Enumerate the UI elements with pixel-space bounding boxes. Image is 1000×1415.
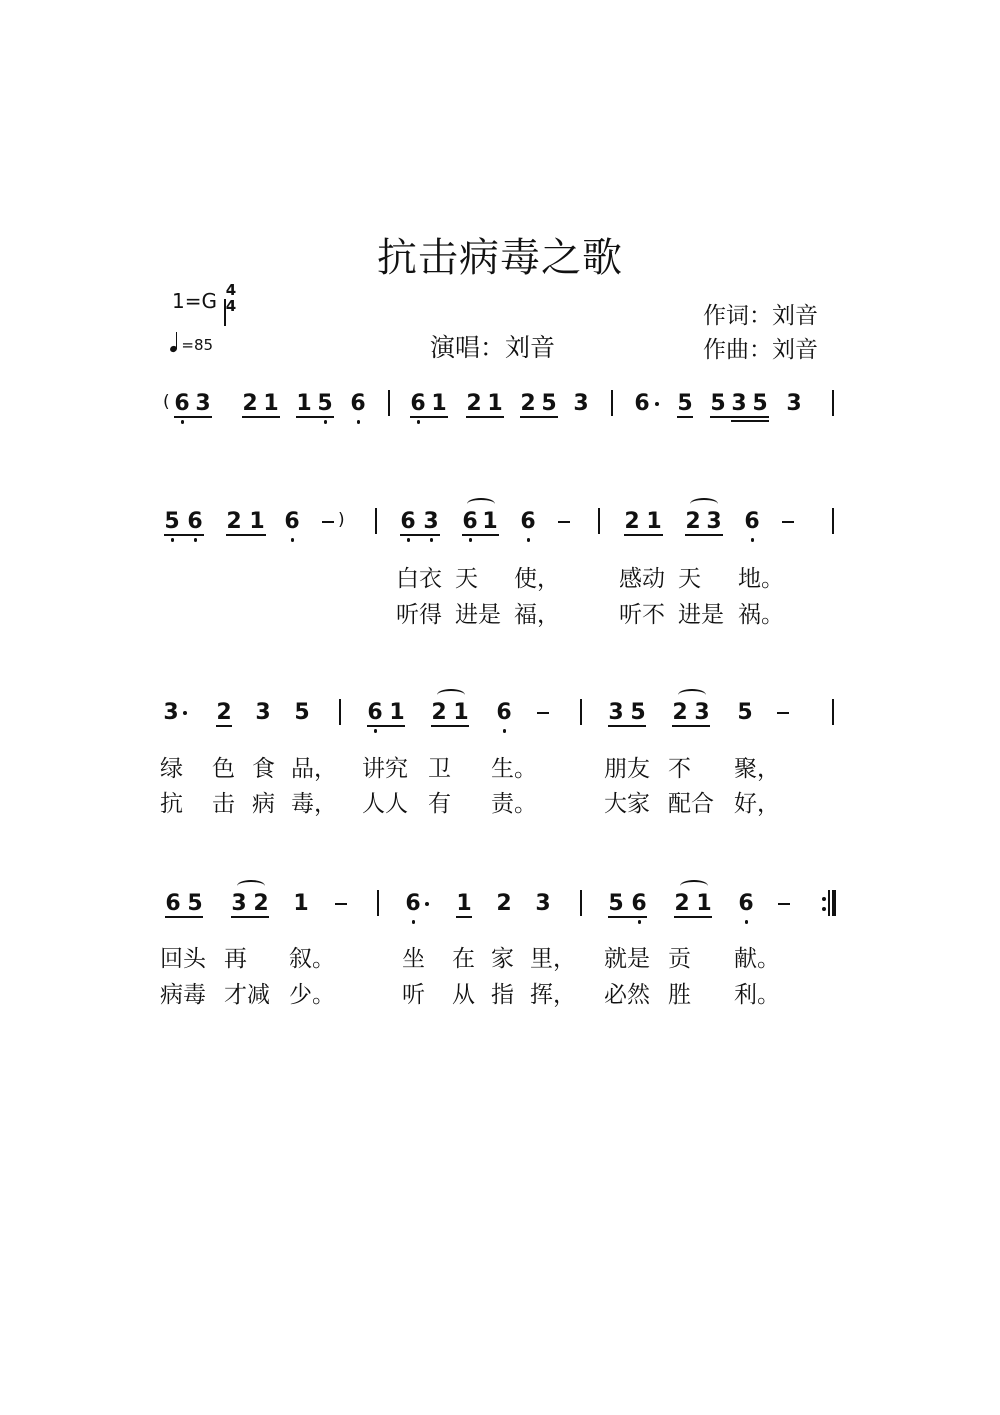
underline bbox=[431, 725, 469, 727]
note: 1 bbox=[296, 391, 312, 416]
augmentation-dot bbox=[183, 711, 187, 715]
note: 1 bbox=[646, 509, 662, 534]
lyric: 再 bbox=[224, 946, 247, 972]
lyric: 就是 bbox=[604, 946, 650, 972]
lyric: 回头 bbox=[160, 946, 206, 972]
lyric: 福， bbox=[514, 602, 560, 628]
slur bbox=[237, 880, 265, 892]
lyric: 才减 bbox=[224, 982, 270, 1008]
underline bbox=[216, 725, 232, 727]
note: 6 bbox=[405, 891, 421, 916]
lyric: 在 bbox=[452, 946, 475, 972]
lyric: 有 bbox=[428, 791, 451, 817]
note: 5 bbox=[187, 891, 203, 916]
lyric: 献。 bbox=[734, 946, 780, 972]
note: 3 bbox=[231, 891, 247, 916]
song-title: 抗击病毒之歌 bbox=[377, 235, 623, 281]
note: 1 bbox=[456, 891, 472, 916]
note: 3 bbox=[423, 509, 439, 534]
open-paren: ( bbox=[163, 392, 170, 412]
note: 5 bbox=[737, 700, 753, 725]
dash bbox=[777, 712, 789, 714]
dash bbox=[537, 712, 549, 714]
note: 3 bbox=[573, 391, 589, 416]
lyric: 毒， bbox=[291, 791, 337, 817]
note: 5 bbox=[752, 391, 768, 416]
lyric: 聚， bbox=[734, 756, 780, 782]
underline bbox=[367, 725, 405, 727]
lyric: 食 bbox=[252, 756, 275, 782]
lyric: 地。 bbox=[738, 566, 784, 592]
barline bbox=[377, 890, 379, 916]
note: 2 bbox=[520, 391, 536, 416]
dash bbox=[782, 521, 794, 523]
note: 5 bbox=[164, 509, 180, 534]
time-signature bbox=[224, 282, 238, 314]
note: 2 bbox=[226, 509, 242, 534]
note: 3 bbox=[608, 700, 624, 725]
note: 6 bbox=[400, 509, 416, 534]
note: 5 bbox=[630, 700, 646, 725]
underline bbox=[520, 416, 558, 418]
barline bbox=[580, 890, 582, 916]
note: 2 bbox=[496, 891, 512, 916]
note: 6 bbox=[496, 700, 512, 725]
underline bbox=[296, 416, 334, 418]
lyric: 人人 bbox=[362, 791, 408, 817]
lyric: 不 bbox=[668, 756, 691, 782]
note: 2 bbox=[431, 700, 447, 725]
barline bbox=[598, 508, 600, 534]
lyric: 指 bbox=[491, 982, 514, 1008]
underline bbox=[231, 916, 269, 918]
lyric: 病毒 bbox=[160, 982, 206, 1008]
key-signature: 1=G bbox=[172, 289, 217, 313]
lyric: 坐 bbox=[402, 946, 425, 972]
augmentation-dot bbox=[655, 402, 659, 406]
singer-credit: 演唱：刘音 bbox=[430, 333, 556, 362]
lyric: 朋友 bbox=[604, 756, 650, 782]
lyric: 色 bbox=[212, 756, 235, 782]
note: 1 bbox=[487, 391, 503, 416]
note: 2 bbox=[674, 891, 690, 916]
note: 2 bbox=[242, 391, 258, 416]
note: 3 bbox=[163, 700, 179, 725]
lyric: 利。 bbox=[734, 982, 780, 1008]
lyric: 少。 bbox=[289, 982, 335, 1008]
composer-credit: 作曲：刘音 bbox=[703, 337, 818, 363]
underline bbox=[677, 416, 693, 418]
lyricist-credit: 作词：刘音 bbox=[703, 303, 818, 329]
slur bbox=[690, 498, 718, 510]
underline bbox=[410, 416, 448, 418]
note: 1 bbox=[431, 391, 447, 416]
close-paren: ) bbox=[338, 510, 345, 530]
repeat-dot bbox=[822, 897, 826, 901]
underline bbox=[466, 416, 504, 418]
underline bbox=[608, 725, 646, 727]
repeat-barline-thick bbox=[832, 890, 836, 916]
note: 1 bbox=[249, 509, 265, 534]
barline bbox=[339, 699, 341, 725]
note: 3 bbox=[255, 700, 271, 725]
lyric: 使， bbox=[514, 566, 560, 592]
note: 5 bbox=[294, 700, 310, 725]
barline bbox=[832, 699, 834, 725]
note: 3 bbox=[731, 391, 747, 416]
lyric: 生。 bbox=[491, 756, 537, 782]
lyric: 卫 bbox=[428, 756, 451, 782]
lyric: 胜 bbox=[668, 982, 691, 1008]
lyric: 白衣 bbox=[396, 566, 442, 592]
lyric: 听不 bbox=[619, 602, 665, 628]
slur bbox=[437, 689, 465, 701]
lyric: 听 bbox=[402, 982, 425, 1008]
lyric: 品， bbox=[291, 756, 337, 782]
lyric: 击 bbox=[212, 791, 235, 817]
barline bbox=[611, 390, 613, 416]
underline bbox=[608, 916, 647, 918]
lyric: 贡 bbox=[668, 946, 691, 972]
note: 1 bbox=[293, 891, 309, 916]
repeat-dot bbox=[822, 907, 826, 911]
barline bbox=[388, 390, 390, 416]
lyric: 好， bbox=[734, 791, 780, 817]
note: 1 bbox=[482, 509, 498, 534]
note: 1 bbox=[389, 700, 405, 725]
dash bbox=[558, 521, 570, 523]
barline bbox=[832, 508, 834, 534]
note: 5 bbox=[677, 391, 693, 416]
time-signature-bottom: 4 bbox=[225, 297, 237, 315]
repeat-barline-thin bbox=[828, 890, 830, 916]
lyric: 抗 bbox=[160, 791, 183, 817]
note: 2 bbox=[253, 891, 269, 916]
dash bbox=[778, 903, 790, 905]
note: 2 bbox=[685, 509, 701, 534]
slur bbox=[467, 498, 495, 510]
note: 1 bbox=[696, 891, 712, 916]
note: 2 bbox=[672, 700, 688, 725]
lyric: 配合 bbox=[668, 791, 714, 817]
barline bbox=[580, 699, 582, 725]
lyric: 祸。 bbox=[738, 602, 784, 628]
lyric: 病 bbox=[252, 791, 275, 817]
note: 3 bbox=[195, 391, 211, 416]
barline bbox=[375, 508, 377, 534]
note: 6 bbox=[174, 391, 190, 416]
underline bbox=[456, 916, 472, 918]
note: 6 bbox=[634, 391, 650, 416]
underline bbox=[165, 916, 203, 918]
lyric: 听得 bbox=[396, 602, 442, 628]
underline bbox=[164, 534, 204, 536]
lyric: 绿 bbox=[160, 756, 183, 782]
underline bbox=[672, 725, 710, 727]
underline bbox=[685, 534, 723, 536]
tempo-value: =85 bbox=[181, 336, 214, 354]
note: 3 bbox=[535, 891, 551, 916]
lyric: 家 bbox=[491, 946, 514, 972]
underline bbox=[226, 534, 266, 536]
slur bbox=[680, 880, 708, 892]
note: 1 bbox=[453, 700, 469, 725]
note: 2 bbox=[624, 509, 640, 534]
lyric: 感动 bbox=[619, 566, 665, 592]
note: 1 bbox=[263, 391, 279, 416]
underline bbox=[624, 534, 663, 536]
lyric: 责。 bbox=[491, 791, 537, 817]
underline bbox=[174, 416, 212, 418]
slur bbox=[678, 689, 706, 701]
lyric: 挥， bbox=[530, 982, 576, 1008]
lyric: 大家 bbox=[604, 791, 650, 817]
dash bbox=[322, 521, 334, 523]
lyric: 讲究 bbox=[362, 756, 408, 782]
lyric: 进是 bbox=[455, 602, 501, 628]
underline bbox=[710, 416, 769, 418]
note: 6 bbox=[284, 509, 300, 534]
note: 6 bbox=[520, 509, 536, 534]
note: 6 bbox=[631, 891, 647, 916]
note: 6 bbox=[187, 509, 203, 534]
note: 6 bbox=[462, 509, 478, 534]
note: 5 bbox=[608, 891, 624, 916]
note: 5 bbox=[710, 391, 726, 416]
time-signature-top: 4 bbox=[225, 281, 237, 299]
barline bbox=[832, 390, 834, 416]
note: 6 bbox=[165, 891, 181, 916]
note: 3 bbox=[694, 700, 710, 725]
note: 6 bbox=[367, 700, 383, 725]
underline bbox=[242, 416, 280, 418]
note: 6 bbox=[738, 891, 754, 916]
tempo-marking bbox=[170, 333, 213, 354]
note: 3 bbox=[706, 509, 722, 534]
underline bbox=[462, 534, 499, 536]
note: 6 bbox=[350, 391, 366, 416]
lyric: 天 bbox=[678, 566, 701, 592]
lyric: 叙。 bbox=[289, 946, 335, 972]
augmentation-dot bbox=[425, 902, 429, 906]
note: 5 bbox=[541, 391, 557, 416]
lyric: 从 bbox=[452, 982, 475, 1008]
note: 2 bbox=[466, 391, 482, 416]
lyric: 进是 bbox=[678, 602, 724, 628]
lyric: 天 bbox=[455, 566, 478, 592]
underline bbox=[400, 534, 440, 536]
note: 2 bbox=[216, 700, 232, 725]
note: 6 bbox=[410, 391, 426, 416]
underline bbox=[731, 420, 769, 422]
lyric: 必然 bbox=[604, 982, 650, 1008]
lyric: 里， bbox=[530, 946, 576, 972]
note: 5 bbox=[317, 391, 333, 416]
dash bbox=[335, 903, 347, 905]
note: 3 bbox=[786, 391, 802, 416]
underline bbox=[674, 916, 712, 918]
note: 6 bbox=[744, 509, 760, 534]
